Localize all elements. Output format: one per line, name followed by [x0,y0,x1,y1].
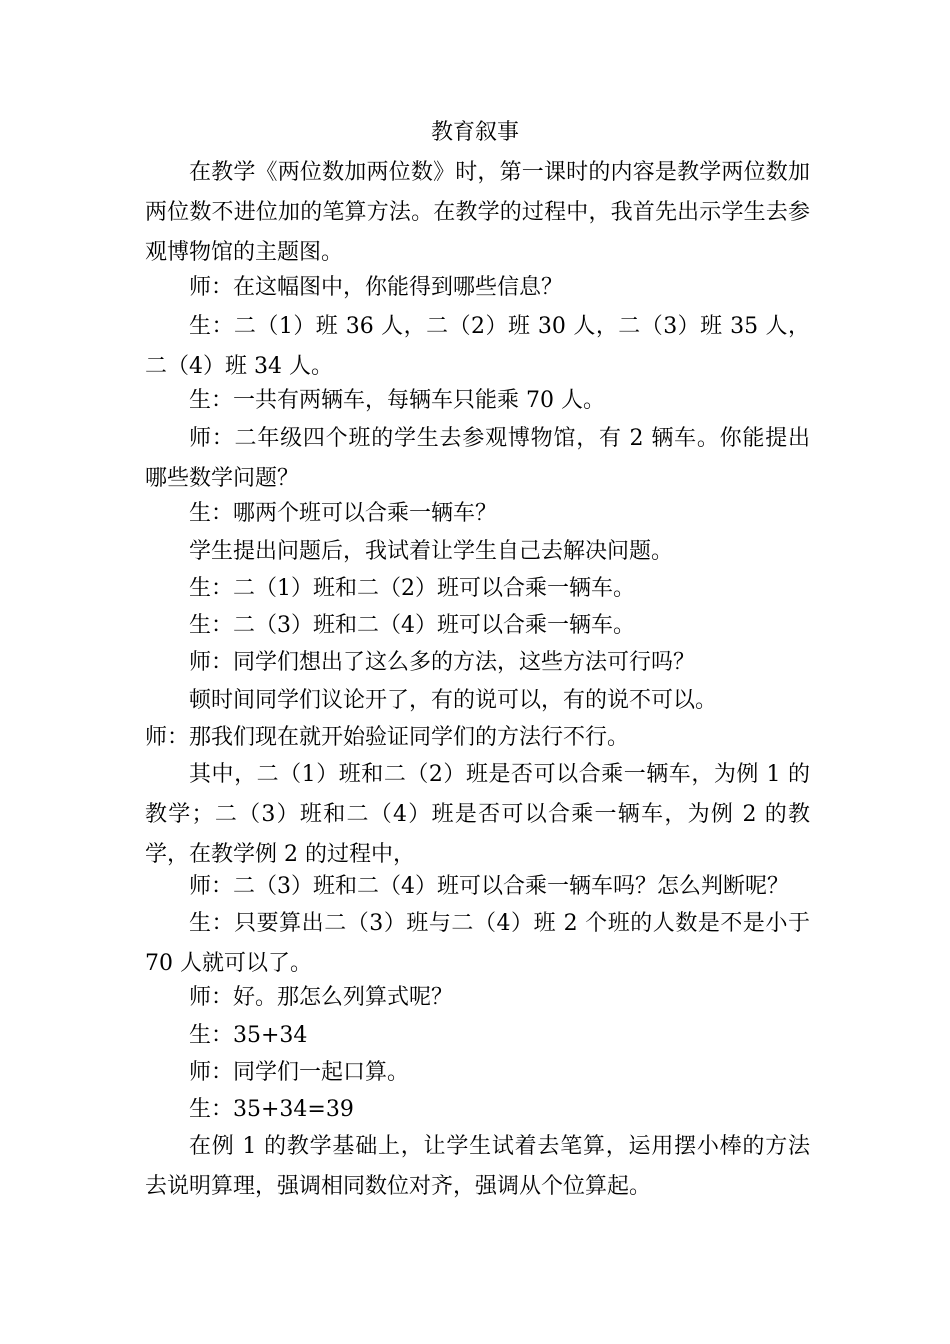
paragraph-discussion: 顿时间同学们议论开了，有的说可以，有的说不可以。 [189,688,718,713]
paragraph-conclusion: 在例 1 的教学基础上，让学生试着去笔算，运用摆小棒的方法去说明算理，强调相同数位对齐，强调从个位算起。 [145,1134,810,1199]
document-title: 教育叙事 [430,120,519,145]
paragraph-teacher-feasible: 师：同学们想出了这么多的方法，这些方法可行吗？ [189,650,696,675]
paragraph-student-class-counts: 生：二（1）班 36 人，二（2）班 30 人，二（3）班 35 人，二（4）班 34 人。 [145,314,810,379]
paragraph-teacher-equation: 师：好。那怎么列算式呢？ [189,985,454,1010]
paragraph-teacher-ask-problems: 师：二年级四个班的学生去参观博物馆，有 2 辆车。你能提出哪些数学问题？ [145,426,810,491]
paragraph-student-which-classes: 生：哪两个班可以合乘一辆车？ [189,501,498,526]
paragraph-student-compute: 生：只要算出二（3）班与二（4）班 2 个班的人数是不是小于 70 人就可以了。 [145,911,810,976]
paragraph-student-result: 生：35+34=39 [189,1097,354,1122]
paragraph-student-two-cars: 生：一共有两辆车，每辆车只能乘 70 人。 [189,388,605,413]
paragraph-student-answer-1-2: 生：二（1）班和二（2）班可以合乘一辆车。 [189,576,635,601]
paragraph-teacher-judge: 师：二（3）班和二（4）班可以合乘一辆车吗？怎么判断呢？ [189,874,789,899]
paragraph-students-solve: 学生提出问题后，我试着让学生自己去解决问题。 [189,539,674,564]
paragraph-teacher-mental: 师：同学们一起口算。 [189,1060,410,1085]
paragraph-examples: 其中，二（1）班和二（2）班是否可以合乘一辆车，为例 1 的教学；二（3）班和二（4）班是否可以合乘一辆车，为例 2 的教学，在教学例 2 的过程中， [145,762,810,867]
paragraph-teacher-question-info: 师：在这幅图中，你能得到哪些信息？ [189,275,564,300]
paragraph-student-answer-3-4: 生：二（3）班和二（4）班可以合乘一辆车。 [189,613,635,638]
paragraph-intro: 在教学《两位数加两位数》时，第一课时的内容是教学两位数加两位数不进位加的笔算方法。在教学的过程中，我首先出示学生去参观博物馆的主题图。 [145,160,810,265]
paragraph-student-expression: 生：35+34 [189,1023,308,1048]
paragraph-teacher-verify: 师：那我们现在就开始验证同学们的方法行不行。 [145,725,630,750]
